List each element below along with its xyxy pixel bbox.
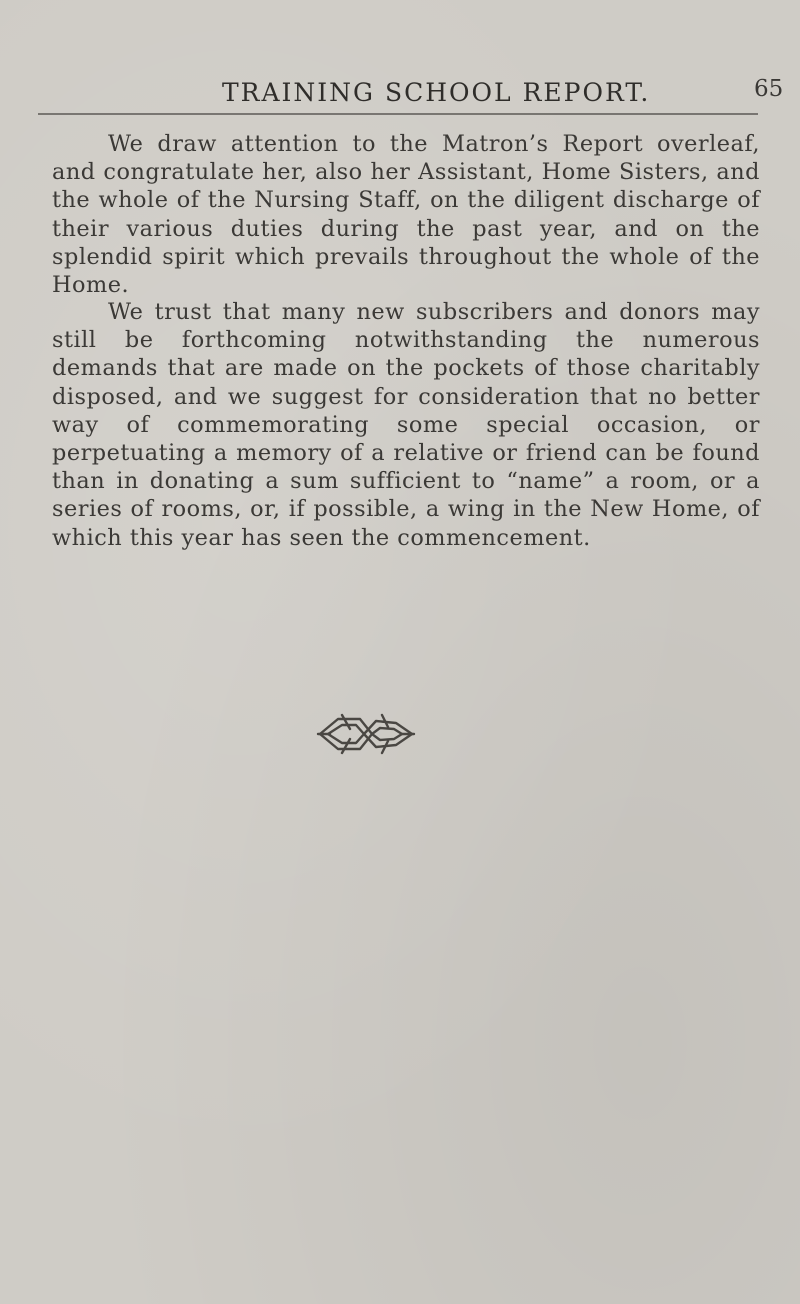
decorative-knot-ornament-icon bbox=[316, 711, 416, 757]
body-paragraph-subscribers-appeal: We trust that many new subscribers and donors may still be forthcoming notwithstanding the numerous demands that are made on the pockets of those charitably disposed, and we suggest for consideration that no better way of commemorating some special occasion, or perpetuating a memory of a relative or friend can be found than in donating a sum sufficient to “name” a room, or a series of rooms, or, if possible, a wing in the New Home, of which this year has seen the commencement. bbox=[52, 299, 760, 551]
running-header-title: TRAINING SCHOOL REPORT. bbox=[222, 78, 651, 107]
page-number: 65 bbox=[754, 76, 784, 102]
header-rule bbox=[38, 113, 758, 115]
body-paragraph-matrons-report: We draw attention to the Matron’s Report overleaf, and congratulate her, also her Assistant, Home Sisters, and the whole of the Nursing Staff, on the diligent discharge of their various duties during the past year, and on the splendid spirit which prevails throughout the whole of the Home. bbox=[52, 131, 760, 299]
